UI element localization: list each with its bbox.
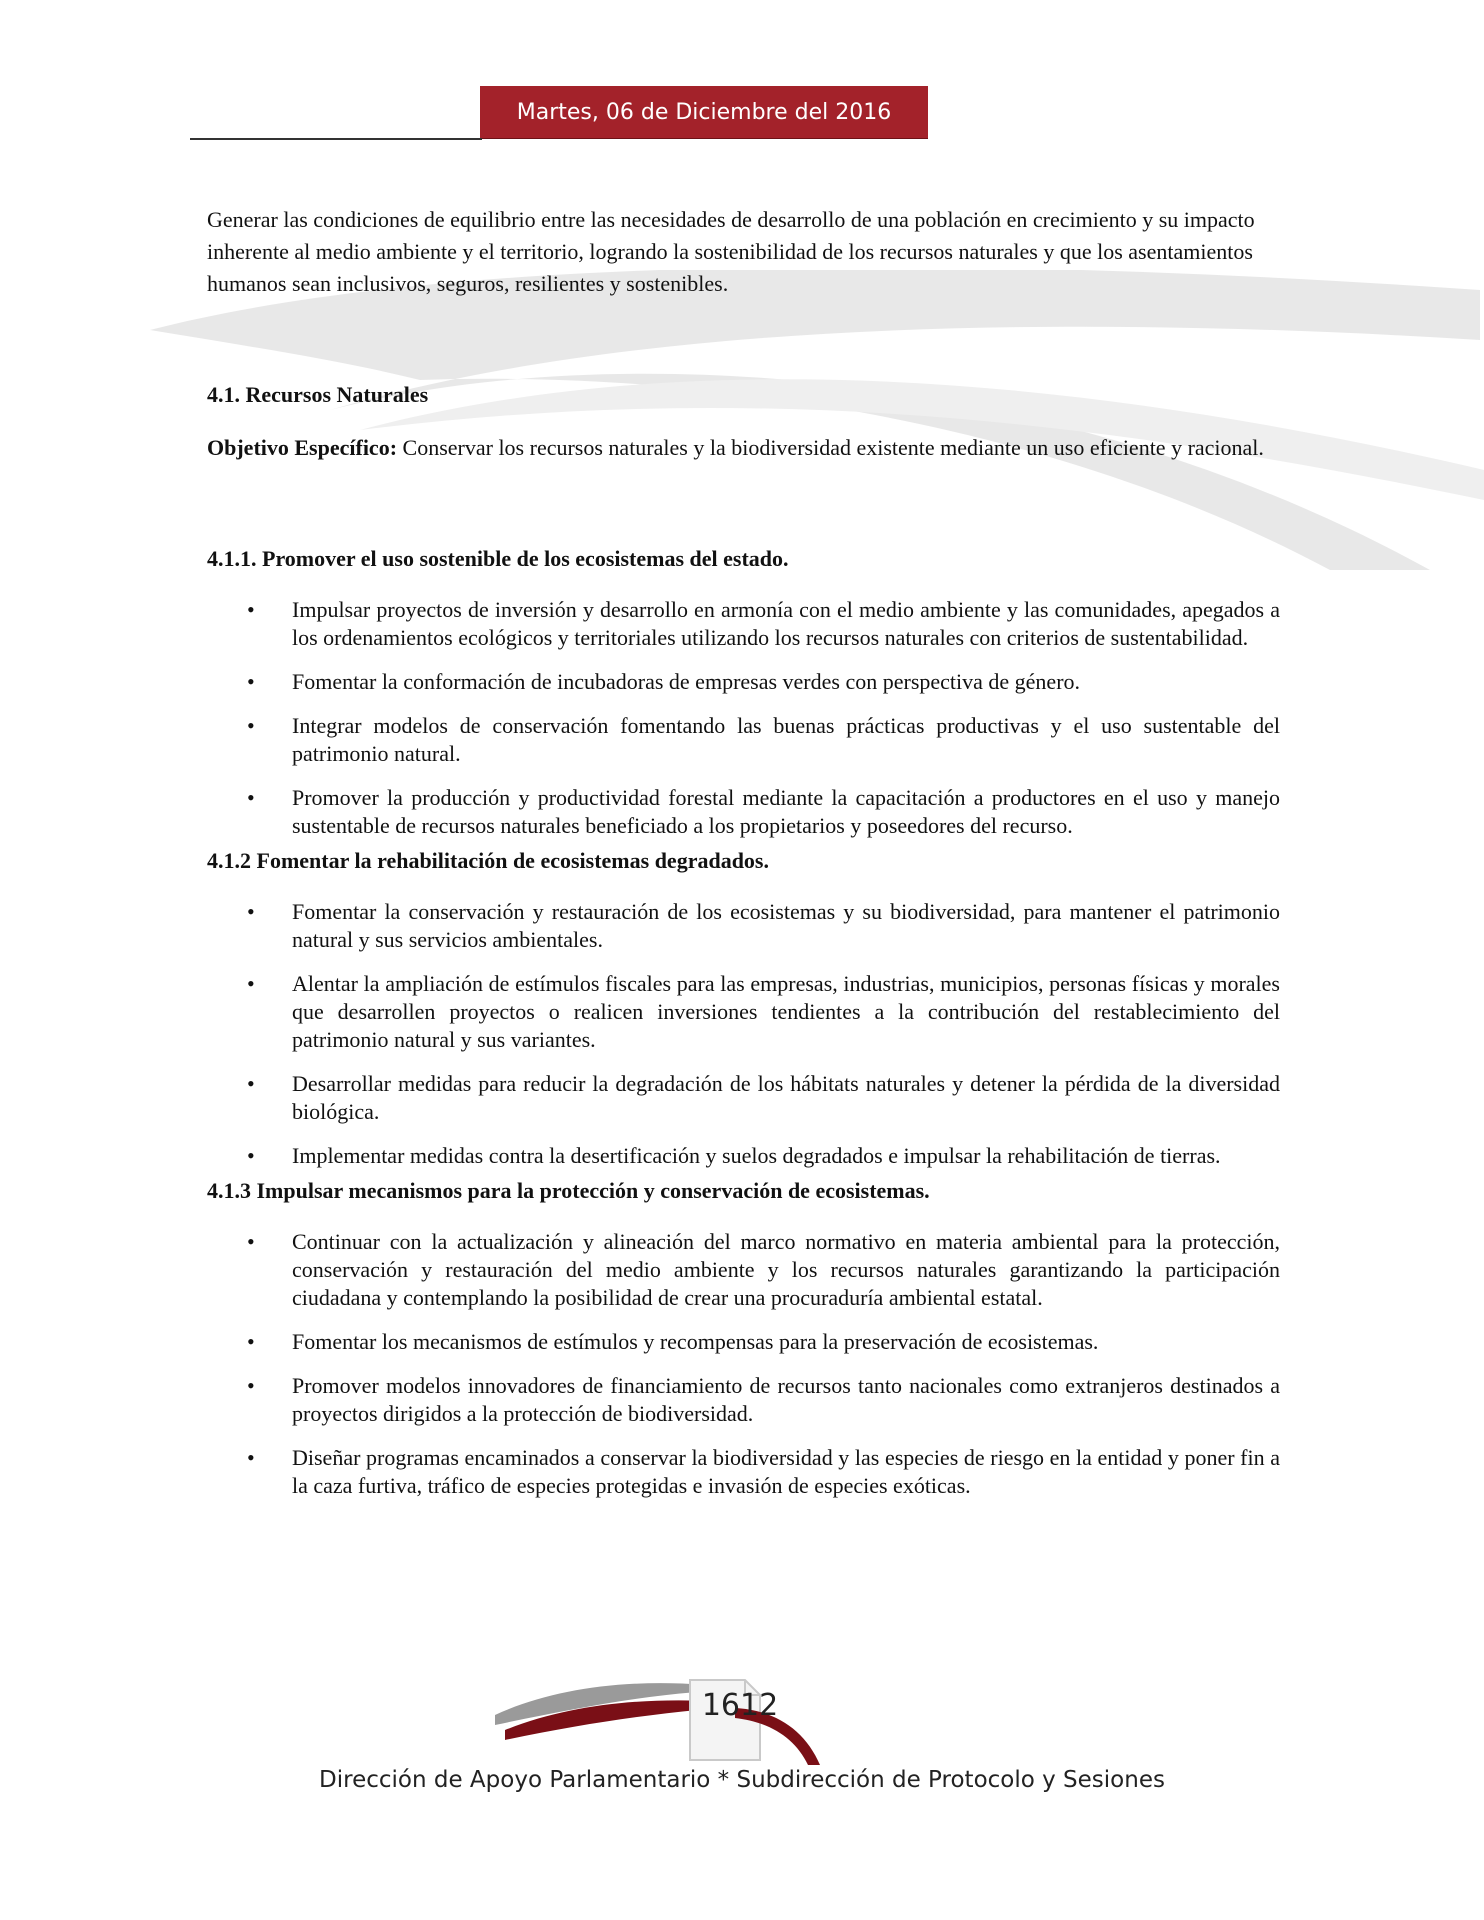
section-title-4-1-2: 4.1.2 Fomentar la rehabilitación de ecosistemas degradados. <box>207 848 769 873</box>
page-content <box>207 204 1280 1516</box>
footer-text: Dirección de Apoyo Parlamentario * Subdirección de Protocolo y Sesiones <box>319 1767 1165 1793</box>
bullet-icon: • <box>247 1071 255 1096</box>
list-item: • Fomentar la conformación de incubadoras de empresas verdes con perspectiva de género. <box>247 669 1081 694</box>
intro-paragraph: Generar las condiciones de equilibrio entre las necesidades de desarrollo de una población en crecimiento y su impacto inherente al medio ambiente y el territorio, logrando la sostenibilidad de los recursos naturales y que los asentamientos humanos sean inclusivos, seguros, resilientes y sostenibles. <box>207 207 1255 296</box>
header-rule <box>190 138 482 140</box>
section-title-4-1-3: 4.1.3 Impulsar mecanismos para la protección y conservación de ecosistemas. <box>207 1178 930 1203</box>
bullet-icon: • <box>247 785 255 810</box>
list-item: • Integrar modelos de conservación fomentando las buenas prácticas productivas y el uso sustentable del patrimonio natural. <box>247 713 1280 766</box>
bullet-icon: • <box>247 1143 255 1168</box>
bullet-icon: • <box>247 1229 255 1254</box>
objective-text: Conservar los recursos naturales y la biodiversidad existente mediante un uso eficiente y racional. <box>397 435 1264 460</box>
bullet-icon: • <box>247 597 255 622</box>
bullet-icon: • <box>247 1445 255 1470</box>
list-item: • Promover modelos innovadores de financiamiento de recursos tanto nacionales como extranjeros destinados a proyectos dirigidos a la protección de biodiversidad. <box>247 1373 1280 1426</box>
list-4-1-3 <box>207 1228 1280 1500</box>
bullet-icon: • <box>247 713 255 738</box>
page-number: 1612 <box>701 1688 779 1723</box>
header-date-band <box>480 86 928 138</box>
header-date: Martes, 06 de Diciembre del 2016 <box>516 99 892 125</box>
objective-label: Objetivo Específico: <box>207 435 398 460</box>
list-4-1-1 <box>207 596 1280 840</box>
bullet-icon: • <box>247 899 255 924</box>
list-item: • Implementar medidas contra la desertificación y suelos degradados e impulsar la rehabilitación de tierras. <box>247 1143 1221 1168</box>
list-item: • Diseñar programas encaminados a conservar la biodiversidad y las especies de riesgo en la entidad y poner fin a la caza furtiva, tráfico de especies protegidas e invasión de especies exóticas. <box>247 1445 1280 1498</box>
list-item: • Promover la producción y productividad forestal mediante la capacitación a productores en el uso y manejo sustentable de recursos naturales beneficiado a los propietarios y poseedores del recurso. <box>247 785 1280 838</box>
list-item: • Desarrollar medidas para reducir la degradación de los hábitats naturales y detener la pérdida de la diversidad biológica. <box>247 1071 1280 1124</box>
bullet-icon: • <box>247 669 255 694</box>
objective-paragraph <box>207 432 1280 464</box>
list-4-1-2 <box>207 898 1280 1170</box>
section-title-4-1: 4.1. Recursos Naturales <box>207 382 429 407</box>
section-title-4-1-1: 4.1.1. Promover el uso sostenible de los ecosistemas del estado. <box>207 546 789 571</box>
list-item: • Fomentar la conservación y restauración de los ecosistemas y su biodiversidad, para mantener el patrimonio natural y sus servicios ambientales. <box>247 899 1280 952</box>
bullet-icon: • <box>247 971 255 996</box>
bullet-icon: • <box>247 1373 255 1398</box>
list-item: • Impulsar proyectos de inversión y desarrollo en armonía con el medio ambiente y las comunidades, apegados a los ordenamientos ecológicos y territoriales utilizando los recursos naturales con criterios de sustentabilidad. <box>247 597 1280 650</box>
list-item: • Continuar con la actualización y alineación del marco normativo en materia ambiental para la protección, conservación y restauración del medio ambiente y los recursos naturales garantizando la participación ciudadana y contemplando la posibilidad de crear una procuraduría ambiental estatal. <box>247 1229 1280 1310</box>
list-item: • Fomentar los mecanismos de estímulos y recompensas para la preservación de ecosistemas. <box>247 1329 1099 1354</box>
list-item: • Alentar la ampliación de estímulos fiscales para las empresas, industrias, municipios, personas físicas y morales que desarrollen proyectos o realicen inversiones tendientes a la contribución del restablecimiento del patrimonio natural y sus variantes. <box>247 971 1280 1052</box>
bullet-icon: • <box>247 1329 255 1354</box>
